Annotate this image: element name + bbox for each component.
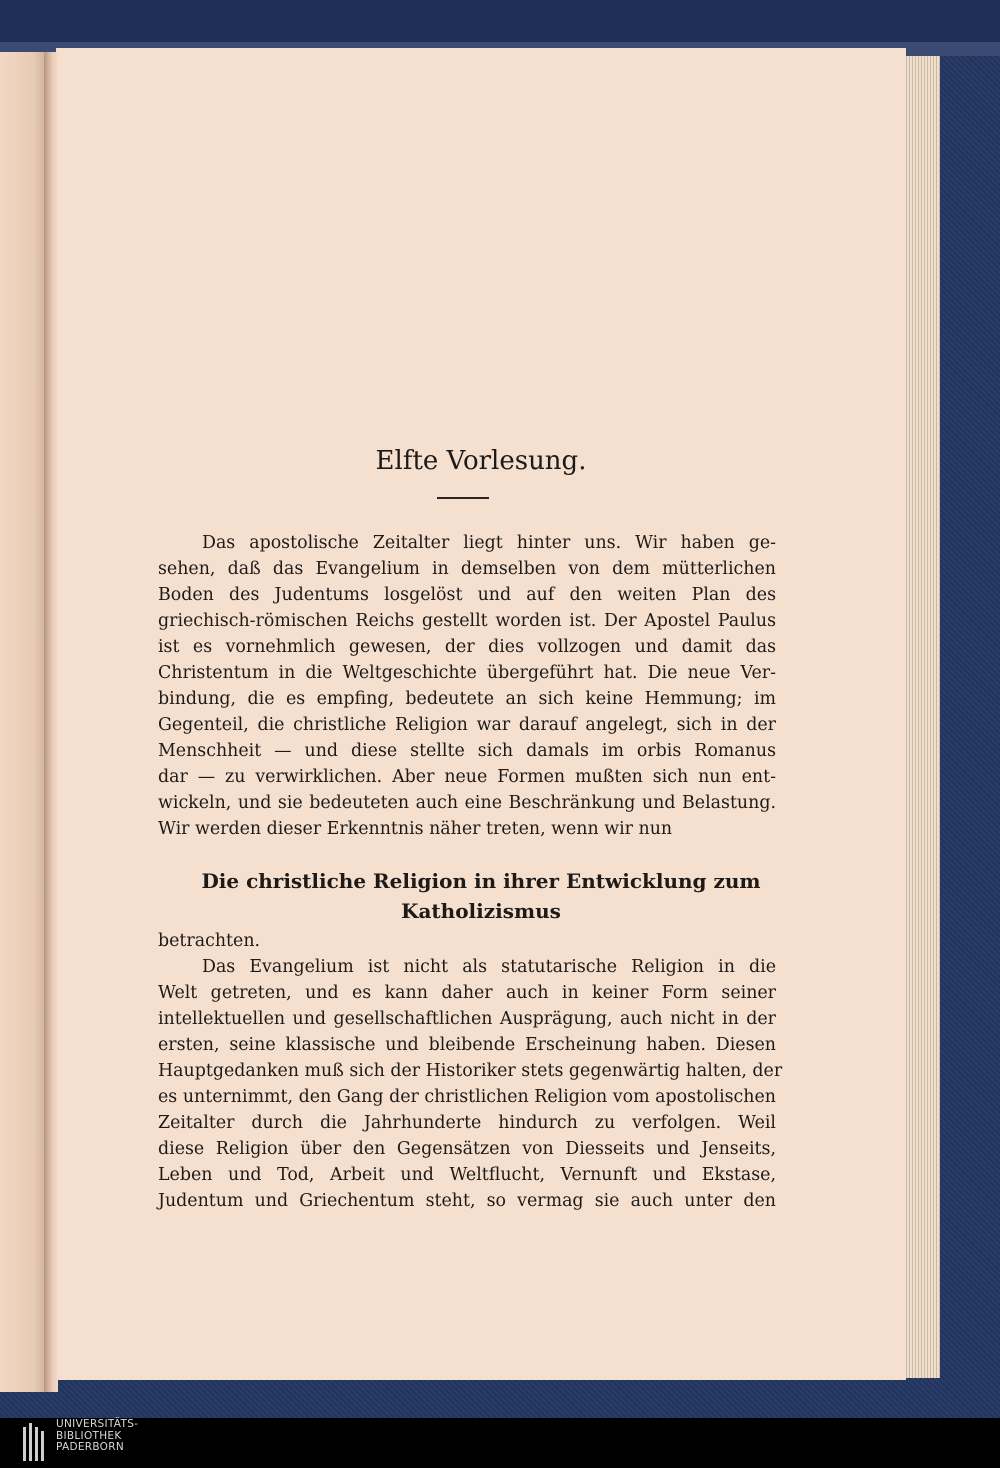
text-line: dar — zu verwirklichen. Aber neue Formen mußten sich nun ent- bbox=[158, 767, 776, 787]
text-line: griechisch-römischen Reichs gestellt worden ist. Der Apostel Paulus bbox=[158, 611, 776, 631]
text-line: Das apostolische Zeitalter liegt hinter uns. Wir haben ge- bbox=[202, 533, 776, 553]
text-line: Judentum und Griechentum steht, so vermag sie auch unter den bbox=[158, 1191, 776, 1211]
library-footer-bar bbox=[0, 1418, 1000, 1468]
text-line: sehen, daß das Evangelium in demselben von dem mütterlichen bbox=[158, 559, 776, 579]
paragraph-2 bbox=[158, 928, 783, 1214]
text-line: Gegenteil, die christliche Religion war darauf angelegt, sich in der bbox=[158, 715, 776, 735]
text-line: Leben und Tod, Arbeit und Weltflucht, Vernunft und Ekstase, bbox=[158, 1165, 776, 1185]
subheading-line: Die christliche Religion in ihrer Entwicklung zum bbox=[201, 869, 761, 893]
text-line: ersten, seine klassische und bleibende Erscheinung haben. Diesen bbox=[158, 1035, 776, 1055]
previous-page-edge bbox=[0, 52, 48, 1392]
text-line: Das Evangelium ist nicht als statutarische Religion in die bbox=[202, 957, 776, 977]
page-block-edges bbox=[904, 56, 940, 1378]
text-line: Boden des Judentums losgelöst und auf den weiten Plan des bbox=[158, 585, 776, 605]
text-line: Menschheit — und diese stellte sich damals im orbis Romanus bbox=[158, 741, 776, 761]
text-line: Welt getreten, und es kann daher auch in keiner Form seiner bbox=[158, 983, 776, 1003]
text-line: Hauptgedanken muß sich der Historiker stets gegenwärtig halten, der bbox=[158, 1061, 783, 1081]
text-line: es unternimmt, den Gang der christlichen Religion vom apostolischen bbox=[158, 1087, 776, 1107]
text-line: diese Religion über den Gegensätzen von Diesseits und Jenseits, bbox=[158, 1139, 776, 1159]
text-line: Wir werden dieser Erkenntnis näher treten, wenn wir nun bbox=[158, 819, 673, 839]
subheading-line: Katholizismus bbox=[401, 899, 561, 923]
text-line: Zeitalter durch die Jahrhunderte hindurch zu verfolgen. Weil bbox=[158, 1113, 776, 1133]
chapter-heading: Elfte Vorlesung. bbox=[375, 446, 587, 476]
text-line: betrachten. bbox=[158, 931, 261, 951]
text-line: intellektuellen und gesellschaftlichen Ausprägung, auch nicht in der bbox=[158, 1009, 776, 1029]
section-subheading bbox=[56, 866, 906, 926]
heading-rule bbox=[437, 497, 489, 499]
library-logo-icon bbox=[22, 1421, 48, 1465]
library-logo-text bbox=[56, 1419, 138, 1454]
paragraph-1 bbox=[158, 530, 776, 842]
text-line: bindung, die es empfing, bedeutete an sich keine Hemmung; im bbox=[158, 689, 776, 709]
text-line: ist es vornehmlich gewesen, der dies vollzogen und damit das bbox=[158, 637, 776, 657]
logo-line: UNIVERSITÄTS- bbox=[56, 1418, 139, 1430]
text-line: wickeln, und sie bedeuteten auch eine Beschränkung und Belastung. bbox=[158, 793, 776, 813]
logo-line: PADERBORN bbox=[56, 1441, 124, 1453]
page-gutter bbox=[44, 52, 58, 1392]
text-line: Christentum in die Weltgeschichte übergeführt hat. Die neue Ver- bbox=[158, 663, 776, 683]
logo-line: BIBLIOTHEK bbox=[56, 1429, 122, 1442]
